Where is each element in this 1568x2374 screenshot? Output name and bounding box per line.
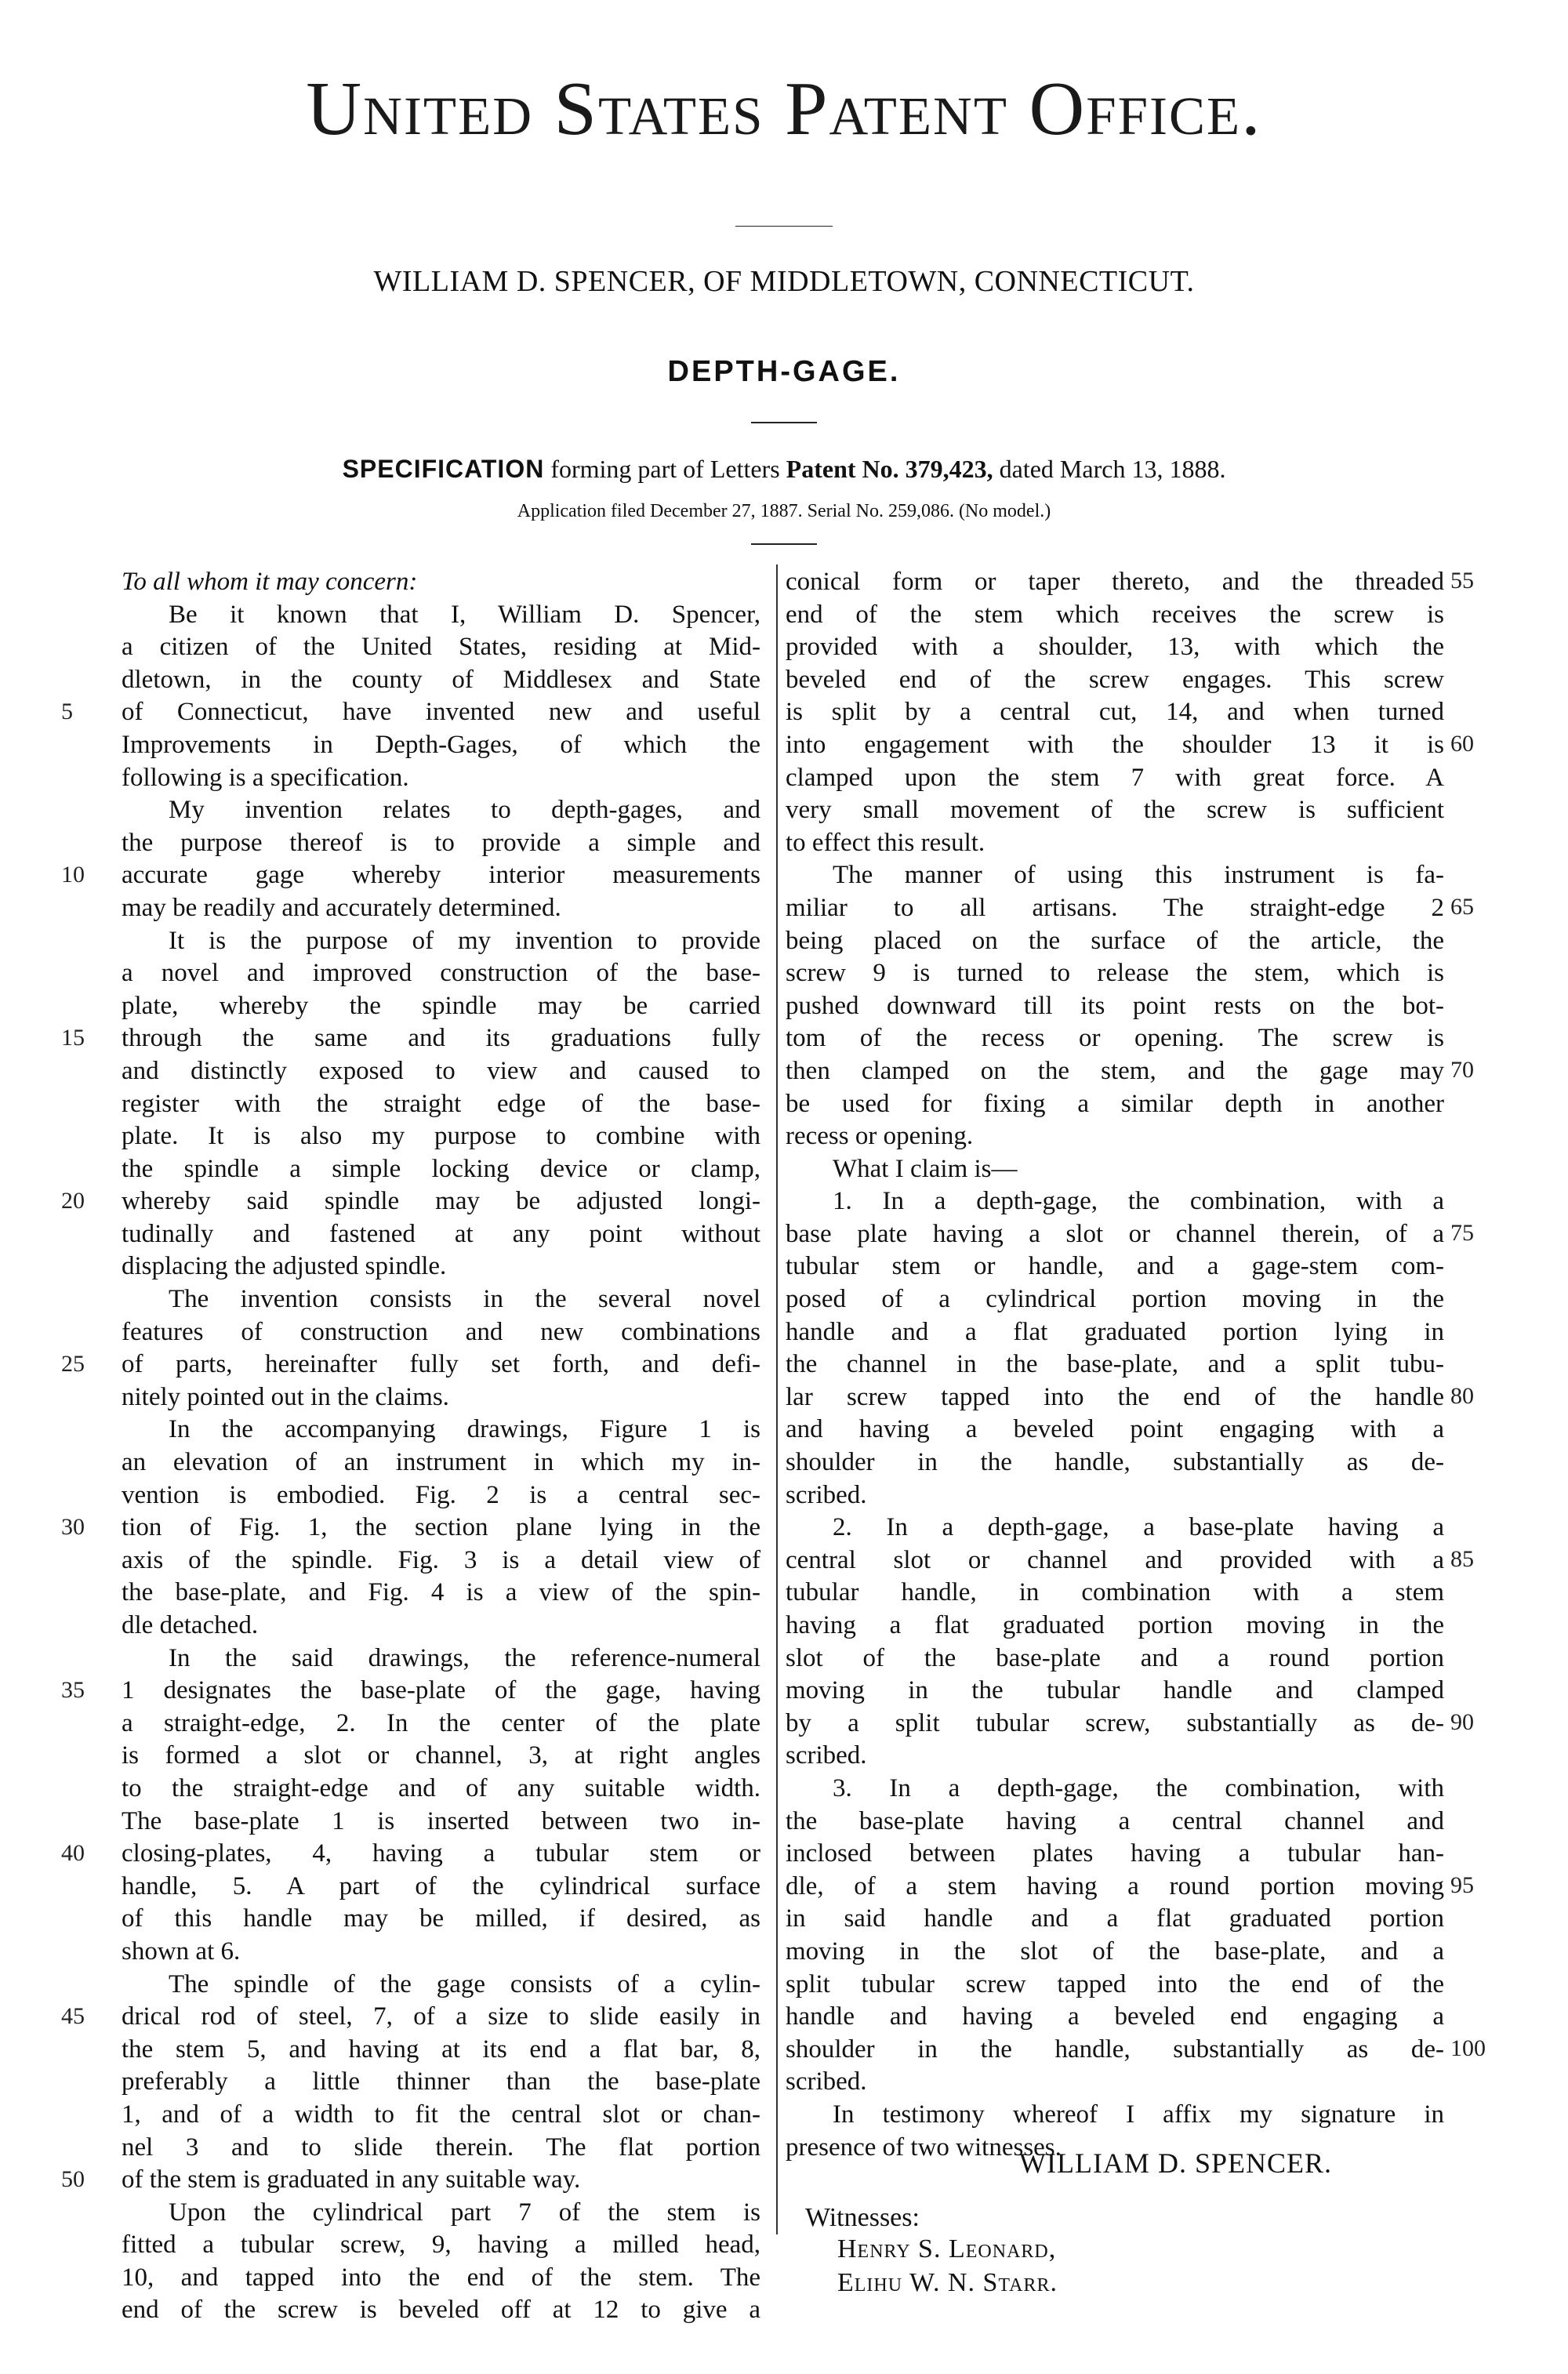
salutation: To all whom it may concern: bbox=[122, 568, 418, 596]
patent-number: Patent No. 379,423, bbox=[786, 455, 993, 483]
body-line: drical rod of steel, 7, of a size to slide easily in bbox=[122, 2002, 760, 2031]
body-line: the base-plate, and Fig. 4 is a view of the spin- bbox=[122, 1578, 760, 1607]
body-line: The spindle of the gage consists of a cylin- bbox=[169, 1969, 760, 1998]
line-number: 90 bbox=[1450, 1709, 1474, 1735]
body-line: 1, and of a width to fit the central slot or chan- bbox=[122, 2100, 760, 2129]
line-number: 55 bbox=[1450, 568, 1474, 594]
body-line: In the said drawings, the reference-numeral bbox=[169, 1643, 760, 1672]
body-line: the channel in the base-plate, and a split tubu- bbox=[786, 1350, 1444, 1379]
claim-3-line: 3. In a depth-gage, the combination, with bbox=[833, 1773, 1444, 1802]
body-line: miliar to all artisans. The straight-edge 2 bbox=[786, 893, 1444, 922]
body-line: handle, 5. A part of the cylindrical surface bbox=[122, 1871, 760, 1900]
body-line: displacing the adjusted spindle. bbox=[122, 1252, 447, 1281]
body-line: closing-plates, 4, having a tubular stem or bbox=[122, 1839, 760, 1868]
body-line: nel 3 and to slide therein. The flat portion bbox=[122, 2133, 760, 2162]
inventor-line: WILLIAM D. SPENCER, OF MIDDLETOWN, CONNECTICUT. bbox=[373, 265, 1195, 298]
body-line: Be it known that I, William D. Spencer, bbox=[169, 600, 760, 629]
header-end-rule bbox=[751, 543, 817, 545]
body-line: 10, and tapped into the end of the stem. The bbox=[122, 2263, 760, 2292]
right-column bbox=[786, 566, 1444, 2164]
body-line: conical form or taper thereto, and the threaded bbox=[786, 568, 1444, 596]
body-line: recess or opening. bbox=[786, 1122, 974, 1151]
body-line: axis of the spindle. Fig. 3 is a detail view of bbox=[122, 1545, 760, 1574]
body-line: dletown, in the county of Middlesex and State bbox=[122, 665, 760, 694]
body-line: central slot or channel and provided with a bbox=[786, 1545, 1444, 1574]
column-divider bbox=[776, 564, 778, 2234]
body-line: to effect this result. bbox=[786, 828, 985, 857]
body-line: The invention consists in the several novel bbox=[169, 1285, 760, 1314]
body-line: the purpose thereof is to provide a simple and bbox=[122, 828, 760, 857]
line-number: 45 bbox=[61, 2003, 85, 2029]
specification-line bbox=[0, 456, 1568, 481]
claims-intro: What I claim is— bbox=[833, 1154, 1018, 1183]
line-number: 85 bbox=[1450, 1546, 1474, 1572]
body-line: of the stem is graduated in any suitable way. bbox=[122, 2165, 581, 2194]
body-line: scribed. bbox=[786, 2067, 867, 2096]
invention-title: DEPTH-GAGE. bbox=[667, 355, 901, 388]
line-number: 75 bbox=[1450, 1220, 1474, 1246]
body-line: the base-plate having a central channel and bbox=[786, 1806, 1444, 1835]
left-column bbox=[122, 566, 760, 2327]
body-line: split tubular screw tapped into the end of the bbox=[786, 1969, 1444, 1998]
body-line: dle, of a stem having a round portion moving bbox=[786, 1871, 1444, 1900]
body-line: the spindle a simple locking device or clamp, bbox=[122, 1154, 760, 1183]
line-number: 70 bbox=[1450, 1057, 1474, 1083]
body-line: is split by a central cut, 14, and when turned bbox=[786, 698, 1444, 727]
body-line: to the straight-edge and of any suitable width. bbox=[122, 1773, 760, 1802]
title-separator-rule bbox=[751, 422, 817, 423]
specification-word: SPECIFICATION bbox=[342, 455, 545, 483]
line-number: 5 bbox=[61, 699, 73, 724]
body-line: tubular handle, in combination with a stem bbox=[786, 1578, 1444, 1607]
body-line: tubular stem or handle, and a gage-stem com- bbox=[786, 1252, 1444, 1281]
body-line: the stem 5, and having at its end a flat bar, 8, bbox=[122, 2035, 760, 2064]
body-line: end of the screw is beveled off at 12 to give a bbox=[122, 2296, 760, 2325]
witness-name: Elihu W. N. Starr. bbox=[837, 2268, 1058, 2297]
body-line: of parts, hereinafter fully set forth, and defi- bbox=[122, 1350, 760, 1379]
specification-middle: forming part of Letters bbox=[550, 455, 780, 483]
body-line: features of construction and new combinations bbox=[122, 1317, 760, 1346]
body-line: pushed downward till its point rests on the bot- bbox=[786, 991, 1444, 1020]
body-line: Upon the cylindrical part 7 of the stem is bbox=[169, 2198, 760, 2227]
body-line: scribed. bbox=[786, 1480, 867, 1509]
body-line: may be readily and accurately determined. bbox=[122, 893, 561, 922]
body-line: base plate having a slot or channel therein, of a bbox=[786, 1219, 1444, 1248]
body-line: through the same and its graduations fully bbox=[122, 1024, 760, 1053]
body-line: dle detached. bbox=[122, 1611, 259, 1639]
body-line: end of the stem which receives the screw is bbox=[786, 600, 1444, 629]
body-line: inclosed between plates having a tubular han- bbox=[786, 1839, 1444, 1868]
body-line: is formed a slot or channel, 3, at right angles bbox=[122, 1741, 760, 1770]
body-line: a straight-edge, 2. In the center of the plate bbox=[122, 1708, 760, 1737]
body-line: whereby said spindle may be adjusted longi- bbox=[122, 1187, 760, 1216]
body-line: then clamped on the stem, and the gage may bbox=[786, 1056, 1444, 1085]
line-number: 20 bbox=[61, 1188, 85, 1214]
body-line: clamped upon the stem 7 with great force. A bbox=[786, 763, 1444, 792]
witnesses-label: Witnesses: bbox=[805, 2203, 920, 2232]
testimony-line: In testimony whereof I affix my signature in bbox=[833, 2100, 1444, 2129]
body-line: in said handle and a flat graduated portion bbox=[786, 1904, 1444, 1933]
body-line: nitely pointed out in the claims. bbox=[122, 1382, 449, 1411]
inventor-signature: WILLIAM D. SPENCER. bbox=[1019, 2147, 1332, 2179]
body-line: plate. It is also my purpose to combine with bbox=[122, 1122, 760, 1151]
body-line: into engagement with the shoulder 13 it is bbox=[786, 730, 1444, 759]
body-line: 1 designates the base-plate of the gage, having bbox=[122, 1676, 760, 1705]
line-number: 30 bbox=[61, 1514, 85, 1540]
body-line: vention is embodied. Fig. 2 is a central sec- bbox=[122, 1480, 760, 1509]
line-number: 10 bbox=[61, 862, 85, 888]
claim-1-line: 1. In a depth-gage, the combination, with a bbox=[833, 1187, 1444, 1216]
application-line: Application filed December 27, 1887. Serial No. 259,086. (No model.) bbox=[517, 501, 1051, 521]
body-line: The base-plate 1 is inserted between two in- bbox=[122, 1806, 760, 1835]
body-line: fitted a tubular screw, 9, having a milled head, bbox=[122, 2231, 760, 2260]
body-line: a novel and improved construction of the base- bbox=[122, 959, 760, 988]
body-line: plate, whereby the spindle may be carried bbox=[122, 991, 760, 1020]
line-number: 100 bbox=[1450, 2035, 1486, 2061]
body-line: and having a beveled point engaging with a bbox=[786, 1415, 1444, 1444]
body-line: an elevation of an instrument in which my in- bbox=[122, 1448, 760, 1477]
body-line: of this handle may be milled, if desired, as bbox=[122, 1904, 760, 1933]
title-rule bbox=[735, 226, 833, 227]
claim-2-line: 2. In a depth-gage, a base-plate having a bbox=[833, 1513, 1444, 1542]
body-line: My invention relates to depth-gages, and bbox=[169, 796, 760, 825]
body-line: presence of two witnesses. bbox=[786, 2133, 1062, 2162]
line-number: 60 bbox=[1450, 731, 1474, 757]
body-line: handle and a flat graduated portion lying in bbox=[786, 1317, 1444, 1346]
body-line: being placed on the surface of the article, the bbox=[786, 926, 1444, 955]
body-line: following is a specification. bbox=[122, 763, 409, 792]
body-line: shoulder in the handle, substantially as de- bbox=[786, 1448, 1444, 1477]
body-line: scribed. bbox=[786, 1741, 867, 1770]
body-line: by a split tubular screw, substantially as de- bbox=[786, 1708, 1444, 1737]
line-number: 95 bbox=[1450, 1872, 1474, 1898]
line-number: 80 bbox=[1450, 1383, 1474, 1409]
line-number: 15 bbox=[61, 1025, 85, 1051]
witness-name: Henry S. Leonard, bbox=[837, 2234, 1057, 2263]
body-line: posed of a cylindrical portion moving in the bbox=[786, 1285, 1444, 1314]
body-line: accurate gage whereby interior measurements bbox=[122, 861, 760, 890]
body-line: be used for fixing a similar depth in another bbox=[786, 1089, 1444, 1118]
body-line: preferably a little thinner than the base-plate bbox=[122, 2067, 760, 2096]
body-line: moving in the slot of the base-plate, and a bbox=[786, 1937, 1444, 1966]
body-line: of Connecticut, have invented new and useful bbox=[122, 698, 760, 727]
line-number: 50 bbox=[61, 2166, 85, 2192]
body-line: tudinally and fastened at any point without bbox=[122, 1219, 760, 1248]
body-line: a citizen of the United States, residing at Mid- bbox=[122, 633, 760, 662]
body-line: handle and having a beveled end engaging a bbox=[786, 2002, 1444, 2031]
body-line: beveled end of the screw engages. This screw bbox=[786, 665, 1444, 694]
body-line: It is the purpose of my invention to provide bbox=[169, 926, 760, 955]
body-line: screw 9 is turned to release the stem, which is bbox=[786, 959, 1444, 988]
body-line: very small movement of the screw is sufficient bbox=[786, 796, 1444, 825]
patent-date: dated March 13, 1888. bbox=[999, 455, 1226, 483]
line-number: 35 bbox=[61, 1677, 85, 1703]
body-line: tom of the recess or opening. The screw is bbox=[786, 1024, 1444, 1053]
line-number: 65 bbox=[1450, 894, 1474, 920]
body-line: lar screw tapped into the end of the handle bbox=[786, 1382, 1444, 1411]
body-line: tion of Fig. 1, the section plane lying in the bbox=[122, 1513, 760, 1542]
body-line: Improvements in Depth-Gages, of which the bbox=[122, 730, 760, 759]
body-line: The manner of using this instrument is fa- bbox=[833, 861, 1444, 890]
body-line: provided with a shoulder, 13, with which the bbox=[786, 633, 1444, 662]
body-line: slot of the base-plate and a round portion bbox=[786, 1643, 1444, 1672]
body-line: shoulder in the handle, substantially as de- bbox=[786, 2035, 1444, 2064]
body-line: having a flat graduated portion moving in the bbox=[786, 1611, 1444, 1639]
body-line: shown at 6. bbox=[122, 1937, 241, 1966]
body-line: In the accompanying drawings, Figure 1 is bbox=[169, 1415, 760, 1444]
line-number: 40 bbox=[61, 1840, 85, 1866]
line-number: 25 bbox=[61, 1351, 85, 1377]
office-title: United States Patent Office. bbox=[306, 67, 1262, 151]
body-line: register with the straight edge of the base- bbox=[122, 1089, 760, 1118]
body-line: and distinctly exposed to view and caused to bbox=[122, 1056, 760, 1085]
body-line: moving in the tubular handle and clamped bbox=[786, 1676, 1444, 1705]
